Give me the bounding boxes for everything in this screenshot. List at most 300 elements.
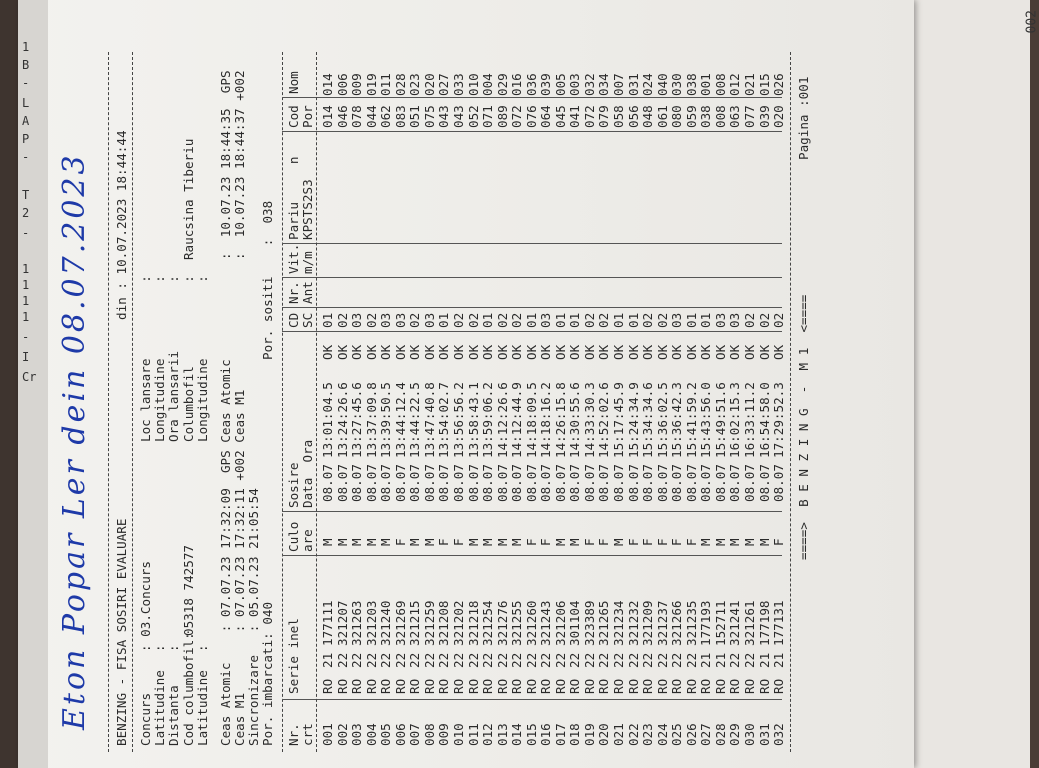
table-cell: 007 <box>611 73 626 96</box>
table-cell: 177198 <box>756 600 772 646</box>
table-cell: 024 <box>654 723 670 746</box>
col-header-pariu: Pariu n <box>286 156 301 240</box>
table-cell: 321243 <box>538 600 554 646</box>
table-cell: 15:17:45.9 <box>611 382 626 458</box>
latitudine-value: : <box>152 644 168 652</box>
table-cell: OK <box>465 344 481 360</box>
table-cell: 012 <box>727 73 743 96</box>
table-bottom-rule <box>790 52 791 752</box>
table-cell: 044 <box>363 105 379 128</box>
table-cell: 22 <box>523 652 539 668</box>
table-cell: OK <box>771 344 787 360</box>
table-cell: 13:58:43.1 <box>465 382 481 458</box>
concurs-label: Concurs <box>138 692 153 746</box>
table-cell: 014 <box>320 105 335 128</box>
table-cell: 08.07 <box>523 464 539 502</box>
table-cell: 08.07 <box>320 464 335 502</box>
margin-mark: - <box>22 76 30 90</box>
table-cell: 15:24:34.9 <box>625 382 641 458</box>
handwritten-note: Eton Popar Ler dein 08.07.2023 <box>57 152 92 730</box>
table-cell: RO <box>727 678 743 694</box>
table-cell: 003 <box>567 73 583 96</box>
table-cell: 040 <box>654 73 670 96</box>
margin-mark: T <box>22 188 30 202</box>
column-divider <box>282 131 782 132</box>
table-cell: 08.07 <box>771 464 787 502</box>
table-cell: M <box>567 538 583 546</box>
sincronizare: Sincronizare : 05.07.23 21:05:54 <box>246 488 261 746</box>
table-cell: F <box>450 538 466 546</box>
table-cell: 038 <box>698 105 714 128</box>
table-cell: 015 <box>756 73 772 96</box>
info-longitudine2: Longitudine : <box>194 275 210 442</box>
table-cell: 22 <box>392 652 408 668</box>
concurs-value: : 03.Concurs <box>138 561 153 652</box>
table-cell: 321241 <box>727 600 743 646</box>
table-cell: 004 <box>480 73 496 96</box>
table-cell: 045 <box>552 105 568 128</box>
header-rule <box>132 52 133 752</box>
table-cell: RO <box>334 678 350 694</box>
col-header-are: are <box>300 529 315 552</box>
table-cell: 321269 <box>392 600 408 646</box>
table-cell: 014 <box>320 73 335 96</box>
table-header-rule <box>316 52 317 752</box>
table-cell: 08.07 <box>349 464 365 502</box>
table-cell: M <box>320 538 335 546</box>
table-cell: RO <box>669 678 685 694</box>
por-sositi: Por. sositi : 038 <box>260 200 275 360</box>
report-date: din : 10.07.2023 18:44:44 <box>114 130 129 320</box>
col-header-cod: Cod <box>286 105 301 128</box>
table-cell: 03 <box>669 312 685 328</box>
table-cell: 072 <box>581 105 597 128</box>
table-cell: OK <box>538 344 554 360</box>
table-cell: 08.07 <box>494 464 510 502</box>
table-cell: OK <box>480 344 496 360</box>
table-cell: 13:39:50.5 <box>378 382 394 458</box>
table-cell: RO <box>683 678 699 694</box>
table-cell: 011 <box>465 723 481 746</box>
table-cell: 064 <box>538 105 554 128</box>
table-cell: 13:37:09.8 <box>363 382 379 458</box>
table-cell: 02 <box>465 312 481 328</box>
table-cell: 321206 <box>552 600 568 646</box>
table-cell: 02 <box>494 312 510 328</box>
printout-page <box>18 0 914 768</box>
table-cell: RO <box>771 678 787 694</box>
table-cell: 321235 <box>683 600 699 646</box>
col-header-culo: Culo <box>286 521 301 552</box>
table-cell: 063 <box>727 105 743 128</box>
table-cell: 15:41:59.2 <box>683 382 699 458</box>
table-cell: 14:12:44.9 <box>509 382 525 458</box>
table-cell: 027 <box>436 73 452 96</box>
table-cell: 177111 <box>320 600 335 646</box>
table-cell: RO <box>509 678 525 694</box>
table-cell: RO <box>640 678 656 694</box>
table-cell: 16:02:15.3 <box>727 382 743 458</box>
table-cell: OK <box>683 344 699 360</box>
table-cell: 08.07 <box>654 464 670 502</box>
col-header-mm: m/m <box>300 251 315 274</box>
table-cell: 01 <box>436 312 452 328</box>
table-cell: RO <box>523 678 539 694</box>
table-cell: OK <box>756 344 772 360</box>
table-cell: F <box>683 538 699 546</box>
column-divider <box>282 277 782 278</box>
table-cell: 015 <box>523 723 539 746</box>
table-cell: 22 <box>683 652 699 668</box>
table-cell: 08.07 <box>625 464 641 502</box>
table-cell: 031 <box>625 73 641 96</box>
table-cell: 032 <box>771 723 787 746</box>
table-cell: RO <box>538 678 554 694</box>
cod-columbofil-label: Cod columbofil: <box>180 632 196 746</box>
header-rule <box>108 52 109 752</box>
table-cell: 03 <box>712 312 728 328</box>
table-cell: 08.07 <box>669 464 685 502</box>
margin-mark: 1 <box>22 278 30 292</box>
table-cell: RO <box>712 678 728 694</box>
col-header-crt: crt <box>300 723 315 746</box>
table-cell: M <box>407 538 423 546</box>
footer-pagina: Pagina :001 <box>795 76 811 160</box>
table-cell: 08.07 <box>741 464 757 502</box>
table-cell: 006 <box>392 723 408 746</box>
table-cell: 077 <box>741 105 757 128</box>
table-cell: M <box>334 538 350 546</box>
table-cell: 321208 <box>436 600 452 646</box>
table-cell: 031 <box>756 723 772 746</box>
table-cell: M <box>712 538 728 546</box>
table-cell: 321259 <box>421 600 437 646</box>
table-cell: 029 <box>494 73 510 96</box>
table-cell: 22 <box>625 652 641 668</box>
table-cell: 061 <box>654 105 670 128</box>
table-cell: 08.07 <box>640 464 656 502</box>
table-cell: 17:29:52.3 <box>771 382 787 458</box>
col-header-nom: Nom <box>286 71 301 94</box>
table-cell: 007 <box>407 723 423 746</box>
table-cell: RO <box>320 678 335 694</box>
table-cell: 036 <box>523 73 539 96</box>
table-cell: M <box>378 538 394 546</box>
table-cell: 03 <box>538 312 554 328</box>
table-cell: 02 <box>596 312 612 328</box>
margin-mark: A <box>22 114 30 128</box>
table-cell: 14:18:16.2 <box>538 382 554 458</box>
table-cell: M <box>480 538 496 546</box>
table-cell: 01 <box>611 312 626 328</box>
table-cell: 321202 <box>450 600 466 646</box>
table-cell: 22 <box>334 652 350 668</box>
table-cell: 301104 <box>567 600 583 646</box>
table-cell: 22 <box>581 652 597 668</box>
table-cell: 321215 <box>407 600 423 646</box>
table-cell: 08.07 <box>698 464 714 502</box>
table-cell: OK <box>392 344 408 360</box>
table-cell: 028 <box>392 73 408 96</box>
table-cell: 020 <box>771 105 787 128</box>
table-cell: 020 <box>596 723 612 746</box>
table-cell: RO <box>450 678 466 694</box>
distanta-value: : <box>166 644 182 652</box>
table-cell: 021 <box>611 723 626 746</box>
table-cell: 02 <box>640 312 656 328</box>
col-header-kpst: KPSTS2S3 <box>300 179 315 240</box>
table-cell: OK <box>494 344 510 360</box>
table-cell: 08.07 <box>480 464 496 502</box>
col-header-vit: Vit. <box>286 243 301 274</box>
table-cell: 177131 <box>771 600 787 646</box>
table-cell: 321261 <box>741 600 757 646</box>
table-cell: 08.07 <box>756 464 772 502</box>
table-cell: 321254 <box>480 600 496 646</box>
table-cell: 13:47:40.8 <box>421 382 437 458</box>
table-cell: 08.07 <box>611 464 626 502</box>
table-cell: 01 <box>480 312 496 328</box>
table-cell: 080 <box>669 105 685 128</box>
table-cell: 08.07 <box>581 464 597 502</box>
table-cell: 08.07 <box>538 464 554 502</box>
table-cell: 08.07 <box>450 464 466 502</box>
column-divider <box>282 97 782 98</box>
table-cell: 14:26:15.8 <box>552 382 568 458</box>
table-cell: RO <box>436 678 452 694</box>
table-cell: 22 <box>436 652 452 668</box>
table-cell: OK <box>334 344 350 360</box>
table-cell: RO <box>465 678 481 694</box>
table-cell: 01 <box>698 312 714 328</box>
table-cell: 043 <box>436 105 452 128</box>
table-cell: 08.07 <box>378 464 394 502</box>
table-cell: 012 <box>480 723 496 746</box>
table-cell: F <box>640 538 656 546</box>
table-cell: 22 <box>349 652 365 668</box>
background-sheet-number: 002 <box>1024 10 1039 34</box>
table-cell: F <box>581 538 597 546</box>
distanta-label: Distanta <box>166 685 182 746</box>
table-cell: 009 <box>349 73 365 96</box>
margin-mark: B <box>22 58 30 72</box>
table-cell: 021 <box>741 73 757 96</box>
info-columbofil: Columbofil : Raucsina Tiberiu <box>180 138 196 442</box>
table-cell: 22 <box>421 652 437 668</box>
table-cell: OK <box>363 344 379 360</box>
table-cell: 089 <box>494 105 510 128</box>
table-cell: 078 <box>349 105 365 128</box>
table-cell: 16:54:58.0 <box>756 382 772 458</box>
table-cell: F <box>669 538 685 546</box>
col-header-data-ora: Data Ora <box>300 439 315 508</box>
table-cell: RO <box>581 678 597 694</box>
table-cell: 321237 <box>654 600 670 646</box>
table-cell: 22 <box>654 652 670 668</box>
table-cell: 13:24:26.6 <box>334 382 350 458</box>
table-cell: M <box>727 538 743 546</box>
col-header-ant: Ant <box>300 281 315 304</box>
table-cell: OK <box>450 344 466 360</box>
table-cell: 321265 <box>596 600 612 646</box>
table-cell: 019 <box>363 73 379 96</box>
table-cell: 14:52:02.6 <box>596 382 612 458</box>
table-cell: 041 <box>567 105 583 128</box>
table-cell: 21 <box>771 652 787 668</box>
table-cell: 323389 <box>581 600 597 646</box>
table-cell: OK <box>741 344 757 360</box>
por-imbarcati: Por. imbarcati: 040 <box>260 601 275 746</box>
table-cell: 02 <box>741 312 757 328</box>
table-cell: 01 <box>523 312 539 328</box>
ceas-atomic: Ceas Atomic : 07.07.23 17:32:09 GPS Ceas Atomic <box>218 359 233 746</box>
table-cell: 038 <box>683 73 699 96</box>
table-cell: 019 <box>581 723 597 746</box>
table-cell: F <box>523 538 539 546</box>
table-cell: 321234 <box>611 600 626 646</box>
table-cell: RO <box>596 678 612 694</box>
table-cell: 006 <box>334 73 350 96</box>
table-cell: 21 <box>712 652 728 668</box>
table-cell: 08.07 <box>363 464 379 502</box>
table-cell: 052 <box>465 105 481 128</box>
table-cell: 011 <box>378 73 394 96</box>
table-cell: 13:56:56.2 <box>450 382 466 458</box>
table-cell: RO <box>349 678 365 694</box>
table-cell: 08.07 <box>509 464 525 502</box>
cod-columbofil-value: 05318 742577 <box>180 545 196 636</box>
column-divider <box>282 511 782 512</box>
table-cell: OK <box>596 344 612 360</box>
table-cell: 018 <box>567 723 583 746</box>
table-cell: M <box>509 538 525 546</box>
table-cell: F <box>392 538 408 546</box>
table-cell: 017 <box>552 723 568 746</box>
table-cell: 22 <box>640 652 656 668</box>
table-cell: 01 <box>320 312 335 328</box>
table-cell: 08.07 <box>567 464 583 502</box>
table-cell: 076 <box>523 105 539 128</box>
column-divider <box>282 331 782 332</box>
table-cell: OK <box>698 344 714 360</box>
table-cell: 22 <box>552 652 568 668</box>
table-cell: OK <box>421 344 437 360</box>
table-cell: 321255 <box>509 600 525 646</box>
column-divider <box>282 699 782 700</box>
col-header-nr2: Nr. <box>286 281 301 304</box>
ceas-m1: Ceas M1 : 07.07.23 17:32:11 +002 Ceas M1 <box>232 389 247 746</box>
table-cell: 321276 <box>494 600 510 646</box>
table-cell: 02 <box>581 312 597 328</box>
table-cell: 21 <box>756 652 772 668</box>
margin-mark: L <box>22 96 30 110</box>
table-cell: 062 <box>378 105 394 128</box>
col-header-sc: SC <box>300 312 315 328</box>
ceas-atomic-right: : 10.07.23 18:44:35 GPS <box>218 70 233 260</box>
table-cell: 22 <box>363 652 379 668</box>
report-title: BENZING - FISA SOSIRI EVALUARE <box>114 518 129 746</box>
table-cell: M <box>552 538 568 546</box>
table-cell: 22 <box>741 652 757 668</box>
table-cell: 083 <box>392 105 408 128</box>
table-cell: 08.07 <box>421 464 437 502</box>
table-cell: 13:54:02.7 <box>436 382 452 458</box>
table-cell: 002 <box>334 723 350 746</box>
table-cell: 321263 <box>349 600 365 646</box>
table-cell: OK <box>712 344 728 360</box>
table-cell: 08.07 <box>596 464 612 502</box>
table-cell: M <box>421 538 437 546</box>
table-cell: M <box>741 538 757 546</box>
table-cell: 003 <box>349 723 365 746</box>
table-cell: 02 <box>771 312 787 328</box>
table-cell: 039 <box>538 73 554 96</box>
margin-mark: 1 <box>22 262 30 276</box>
margin-mark: Cr <box>22 370 37 384</box>
table-cell: 22 <box>480 652 496 668</box>
table-cell: OK <box>552 344 568 360</box>
table-cell: 13:44:22.5 <box>407 382 423 458</box>
table-cell: 14:18:09.5 <box>523 382 539 458</box>
table-cell: RO <box>363 678 379 694</box>
margin-mark: 1 <box>22 310 30 324</box>
table-cell: 21 <box>698 652 714 668</box>
table-cell: 13:01:04.5 <box>320 382 335 458</box>
table-cell: 321260 <box>523 600 539 646</box>
table-cell: 02 <box>756 312 772 328</box>
table-cell: 03 <box>378 312 394 328</box>
table-cell: 13:59:06.2 <box>480 382 496 458</box>
table-cell: 15:34:34.6 <box>640 382 656 458</box>
latitudine-label: Latitudine <box>152 670 168 746</box>
table-cell: 016 <box>538 723 554 746</box>
table-cell: 032 <box>581 73 597 96</box>
table-cell: OK <box>625 344 641 360</box>
table-cell: 22 <box>378 652 394 668</box>
table-cell: 072 <box>509 105 525 128</box>
table-cell: 321240 <box>378 600 394 646</box>
table-cell: 030 <box>741 723 757 746</box>
table-cell: 027 <box>698 723 714 746</box>
table-cell: M <box>363 538 379 546</box>
table-cell: OK <box>509 344 525 360</box>
table-cell: 025 <box>669 723 685 746</box>
table-cell: 01 <box>567 312 583 328</box>
table-cell: 15:43:56.0 <box>698 382 714 458</box>
table-cell: 014 <box>509 723 525 746</box>
table-cell: 22 <box>509 652 525 668</box>
table-cell: RO <box>378 678 394 694</box>
table-cell: M <box>349 538 365 546</box>
table-cell: 039 <box>756 105 772 128</box>
table-cell: OK <box>436 344 452 360</box>
table-cell: 03 <box>349 312 365 328</box>
column-divider <box>282 243 782 244</box>
table-cell: OK <box>640 344 656 360</box>
table-cell: 177193 <box>698 600 714 646</box>
margin-mark: 1 <box>22 294 30 308</box>
table-cell: 02 <box>334 312 350 328</box>
table-cell: F <box>538 538 554 546</box>
table-cell: RO <box>392 678 408 694</box>
table-cell: 08.07 <box>712 464 728 502</box>
table-cell: 004 <box>363 723 379 746</box>
table-cell: 152711 <box>712 600 728 646</box>
table-cell: 22 <box>727 652 743 668</box>
table-cell: 005 <box>378 723 394 746</box>
col-header-sosire: Sosire <box>286 462 301 508</box>
table-cell: 02 <box>450 312 466 328</box>
